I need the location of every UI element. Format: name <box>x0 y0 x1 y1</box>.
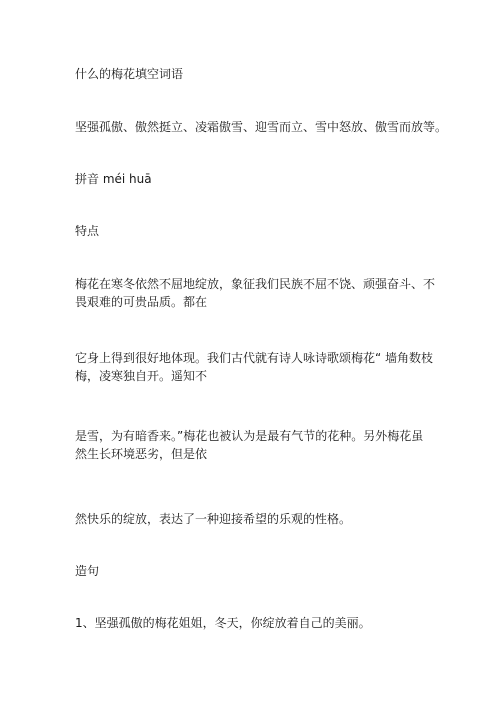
features-heading: 特点 <box>75 224 100 238</box>
answer-text: 坚强孤傲、傲然挺立、凌霜傲雪、迎雪而立、雪中怒放、傲雪而放等。 <box>75 120 448 134</box>
document-title: 什么的梅花填空词语 <box>75 67 184 81</box>
features-paragraph-2: 它身上得到很好地体现。我们古代就有诗人咏诗歌颂梅花“ 墙角数枝梅，凌寒独自开。遥知不 <box>75 351 434 383</box>
features-paragraph-1: 梅花在寒冬依然不屈地绽放，象征我们民族不屈不饶、顽强奋斗、不畏艰难的可贵品质。都在 <box>75 277 436 309</box>
pinyin-text: 拼音 méi huā <box>75 172 152 186</box>
sentences-heading: 造句 <box>75 564 100 578</box>
features-paragraph-4: 然快乐的绽放，表达了一种迎接希望的乐观的性格。 <box>75 512 352 526</box>
features-paragraph-3: 是雪，为有暗香来。”梅花也被认为是最有气节的花种。另外梅花虽然生长环境恶劣，但是依 <box>75 429 424 461</box>
sentence-item: 1、坚强孤傲的梅花姐姐，冬天，你绽放着自己的美丽。 <box>75 616 371 630</box>
